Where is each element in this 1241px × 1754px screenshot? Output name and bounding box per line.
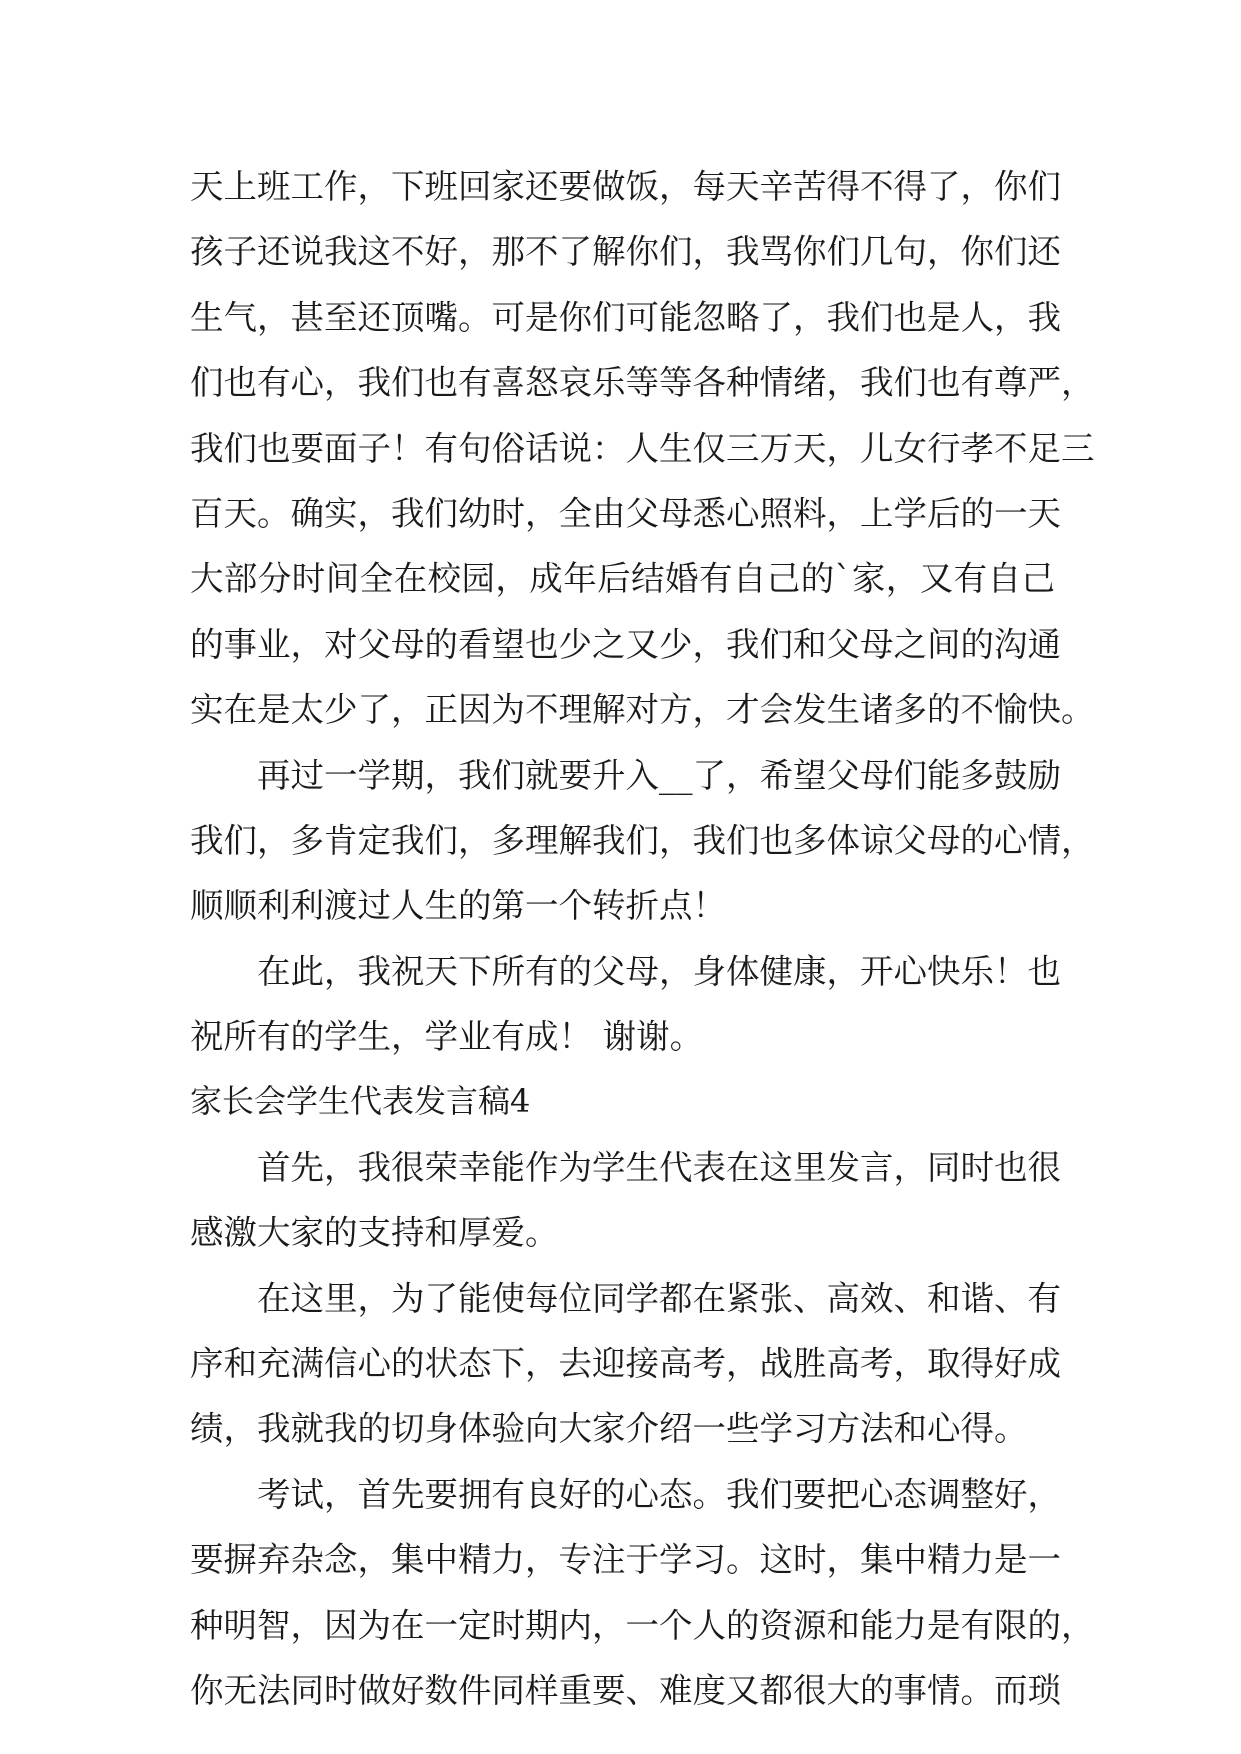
text-line: 我们也要面子！有句俗话说：人生仅三万天，儿女行孝不足三 <box>190 428 1095 468</box>
text-line: 孩子还说我这不好，那不了解你们，我骂你们几句，你们还 <box>190 232 1061 272</box>
text-line: 大部分时间全在校园，成年后结婚有自己的`家，又有自己 <box>190 559 1055 599</box>
text-line: 百天。确实，我们幼时，全由父母悉心照料，上学后的一天 <box>190 493 1061 533</box>
text-line: 的事业，对父母的看望也少之又少，我们和父母之间的沟通 <box>190 624 1061 664</box>
text-line: 祝所有的学生，学业有成！ 谢谢。 <box>190 1017 704 1057</box>
text-line: 天上班工作，下班回家还要做饭，每天辛苦得不得了，你们 <box>190 167 1061 206</box>
text-line: 再过一学期，我们就要升入__了，希望父母们能多鼓励 <box>190 755 1061 795</box>
text-line: 实在是太少了，正因为不理解对方，才会发生诸多的不愉快。 <box>190 690 1095 730</box>
text-line: 你无法同时做好数件同样重要、难度又都很大的事情。而琐 <box>190 1670 1061 1710</box>
text-line: 在此，我祝天下所有的父母，身体健康，开心快乐！也 <box>190 951 1061 991</box>
text-line: 绩，我就我的切身体验向大家介绍一些学习方法和心得。 <box>190 1409 1028 1449</box>
text-line: 要摒弃杂念，集中精力，专注于学习。这时，集中精力是一 <box>190 1540 1061 1580</box>
text-line: 首先，我很荣幸能作为学生代表在这里发言，同时也很 <box>190 1147 1061 1187</box>
text-line: 序和充满信心的状态下，去迎接高考，战胜高考，取得好成 <box>190 1344 1061 1384</box>
text-line: 感激大家的支持和厚爱。 <box>190 1213 559 1253</box>
text-line: 顺顺利利渡过人生的第一个转折点！ <box>190 886 726 926</box>
text-line: 考试，首先要拥有良好的心态。我们要把心态调整好， <box>190 1474 1061 1514</box>
section-heading: 家长会学生代表发言稿4 <box>190 1082 531 1121</box>
text-line: 种明智，因为在一定时期内，一个人的资源和能力是有限的， <box>190 1605 1095 1645</box>
text-line: 在这里，为了能使每位同学都在紧张、高效、和谐、有 <box>190 1278 1061 1318</box>
text-line: 我们，多肯定我们，多理解我们，我们也多体谅父母的心情， <box>190 820 1095 860</box>
text-line: 生气，甚至还顶嘴。可是你们可能忽略了，我们也是人，我 <box>190 297 1061 337</box>
text-line: 们也有心，我们也有喜怒哀乐等等各种情绪，我们也有尊严， <box>190 363 1095 403</box>
document-body <box>190 154 1095 1723</box>
